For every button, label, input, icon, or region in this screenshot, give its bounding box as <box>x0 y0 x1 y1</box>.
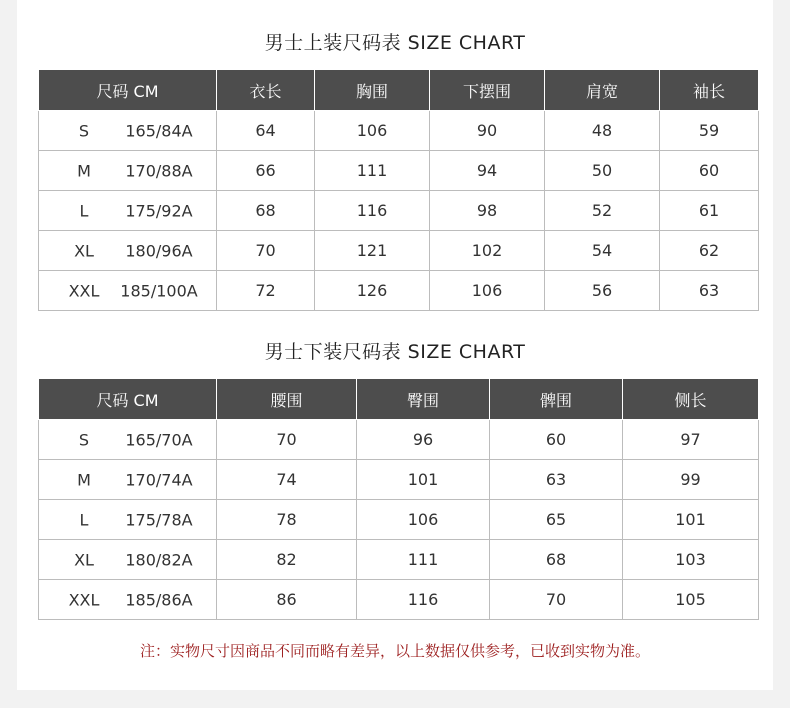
table-row <box>39 540 759 580</box>
table-row <box>39 231 759 271</box>
size-cell <box>39 111 217 151</box>
header-sleeve: 袖长 <box>660 70 759 111</box>
table-cell: 101 <box>623 500 759 540</box>
size-cm: 180/96A <box>125 241 193 260</box>
size-cm: 165/84A <box>125 121 193 140</box>
table-cell: 106 <box>315 111 430 151</box>
header-shoulder: 肩宽 <box>545 70 660 111</box>
size-cell <box>39 500 217 540</box>
size-cell <box>39 151 217 191</box>
header-hem: 下摆围 <box>430 70 545 111</box>
size-label: S <box>78 430 90 449</box>
table-row <box>39 500 759 540</box>
size-label: M <box>77 470 91 489</box>
size-cm: 170/88A <box>125 161 193 180</box>
header-size-cm: 尺码 CM <box>39 70 217 111</box>
size-label: S <box>78 121 90 140</box>
header-size-cm: 尺码 CM <box>39 379 217 420</box>
table-cell: 126 <box>315 271 430 311</box>
table-cell: 94 <box>430 151 545 191</box>
size-label: XXL <box>68 590 100 609</box>
table-cell: 48 <box>545 111 660 151</box>
size-label: L <box>79 510 89 529</box>
size-cm: 180/82A <box>125 550 193 569</box>
table-cell: 78 <box>217 500 357 540</box>
table-cell: 82 <box>217 540 357 580</box>
header-hip: 臀围 <box>357 379 490 420</box>
table-cell: 63 <box>660 271 759 311</box>
table-cell: 98 <box>430 191 545 231</box>
table-cell: 65 <box>490 500 623 540</box>
table-cell: 52 <box>545 191 660 231</box>
table-cell: 102 <box>430 231 545 271</box>
size-cell <box>39 231 217 271</box>
size-label: XXL <box>68 281 100 300</box>
header-side-length: 侧长 <box>623 379 759 420</box>
table-cell: 106 <box>357 500 490 540</box>
size-cm: 175/78A <box>125 510 193 529</box>
table-cell: 103 <box>623 540 759 580</box>
size-cell <box>39 420 217 460</box>
table-cell: 66 <box>217 151 315 191</box>
size-cell <box>39 460 217 500</box>
table-cell: 50 <box>545 151 660 191</box>
size-cell <box>39 580 217 620</box>
header-chest: 胸围 <box>315 70 430 111</box>
table-row <box>39 271 759 311</box>
table-cell: 105 <box>623 580 759 620</box>
table-row <box>39 420 759 460</box>
size-label: XL <box>74 241 94 260</box>
table-cell: 106 <box>430 271 545 311</box>
table-cell: 111 <box>315 151 430 191</box>
size-cm: 165/70A <box>125 430 193 449</box>
table-cell: 72 <box>217 271 315 311</box>
table-cell: 59 <box>660 111 759 151</box>
table-cell: 99 <box>623 460 759 500</box>
table-cell: 60 <box>660 151 759 191</box>
table-cell: 101 <box>357 460 490 500</box>
bottom-size-table <box>38 378 759 620</box>
table-row <box>39 111 759 151</box>
table-row <box>39 580 759 620</box>
table-header-row <box>39 70 759 111</box>
header-waist: 腰围 <box>217 379 357 420</box>
table-cell: 68 <box>490 540 623 580</box>
table-cell: 116 <box>357 580 490 620</box>
size-cell <box>39 540 217 580</box>
table-cell: 60 <box>490 420 623 460</box>
table-cell: 56 <box>545 271 660 311</box>
table-cell: 63 <box>490 460 623 500</box>
bottom-chart-title: 男士下装尺码表 SIZE CHART <box>264 341 526 363</box>
table-cell: 111 <box>357 540 490 580</box>
top-size-table <box>38 69 759 311</box>
size-cell <box>39 271 217 311</box>
table-cell: 62 <box>660 231 759 271</box>
size-label: M <box>77 161 91 180</box>
table-cell: 54 <box>545 231 660 271</box>
table-cell: 86 <box>217 580 357 620</box>
table-cell: 70 <box>217 231 315 271</box>
header-thigh: 髀围 <box>490 379 623 420</box>
size-cm: 185/86A <box>125 590 193 609</box>
table-row <box>39 191 759 231</box>
size-label: L <box>79 201 89 220</box>
table-cell: 61 <box>660 191 759 231</box>
table-cell: 116 <box>315 191 430 231</box>
table-cell: 70 <box>217 420 357 460</box>
table-row <box>39 151 759 191</box>
top-chart-title: 男士上装尺码表 SIZE CHART <box>264 32 526 54</box>
size-cell <box>39 191 217 231</box>
table-cell: 97 <box>623 420 759 460</box>
size-cm: 185/100A <box>120 281 198 300</box>
size-label: XL <box>74 550 94 569</box>
table-cell: 68 <box>217 191 315 231</box>
table-row <box>39 460 759 500</box>
table-header-row <box>39 379 759 420</box>
table-cell: 64 <box>217 111 315 151</box>
disclaimer-note: 注：实物尺寸因商品不同而略有差异，以上数据仅供参考，已收到实物为准。 <box>139 642 650 660</box>
table-cell: 74 <box>217 460 357 500</box>
table-cell: 121 <box>315 231 430 271</box>
table-cell: 96 <box>357 420 490 460</box>
size-cm: 175/92A <box>125 201 193 220</box>
table-cell: 70 <box>490 580 623 620</box>
size-cm: 170/74A <box>125 470 193 489</box>
header-length: 衣长 <box>217 70 315 111</box>
table-cell: 90 <box>430 111 545 151</box>
